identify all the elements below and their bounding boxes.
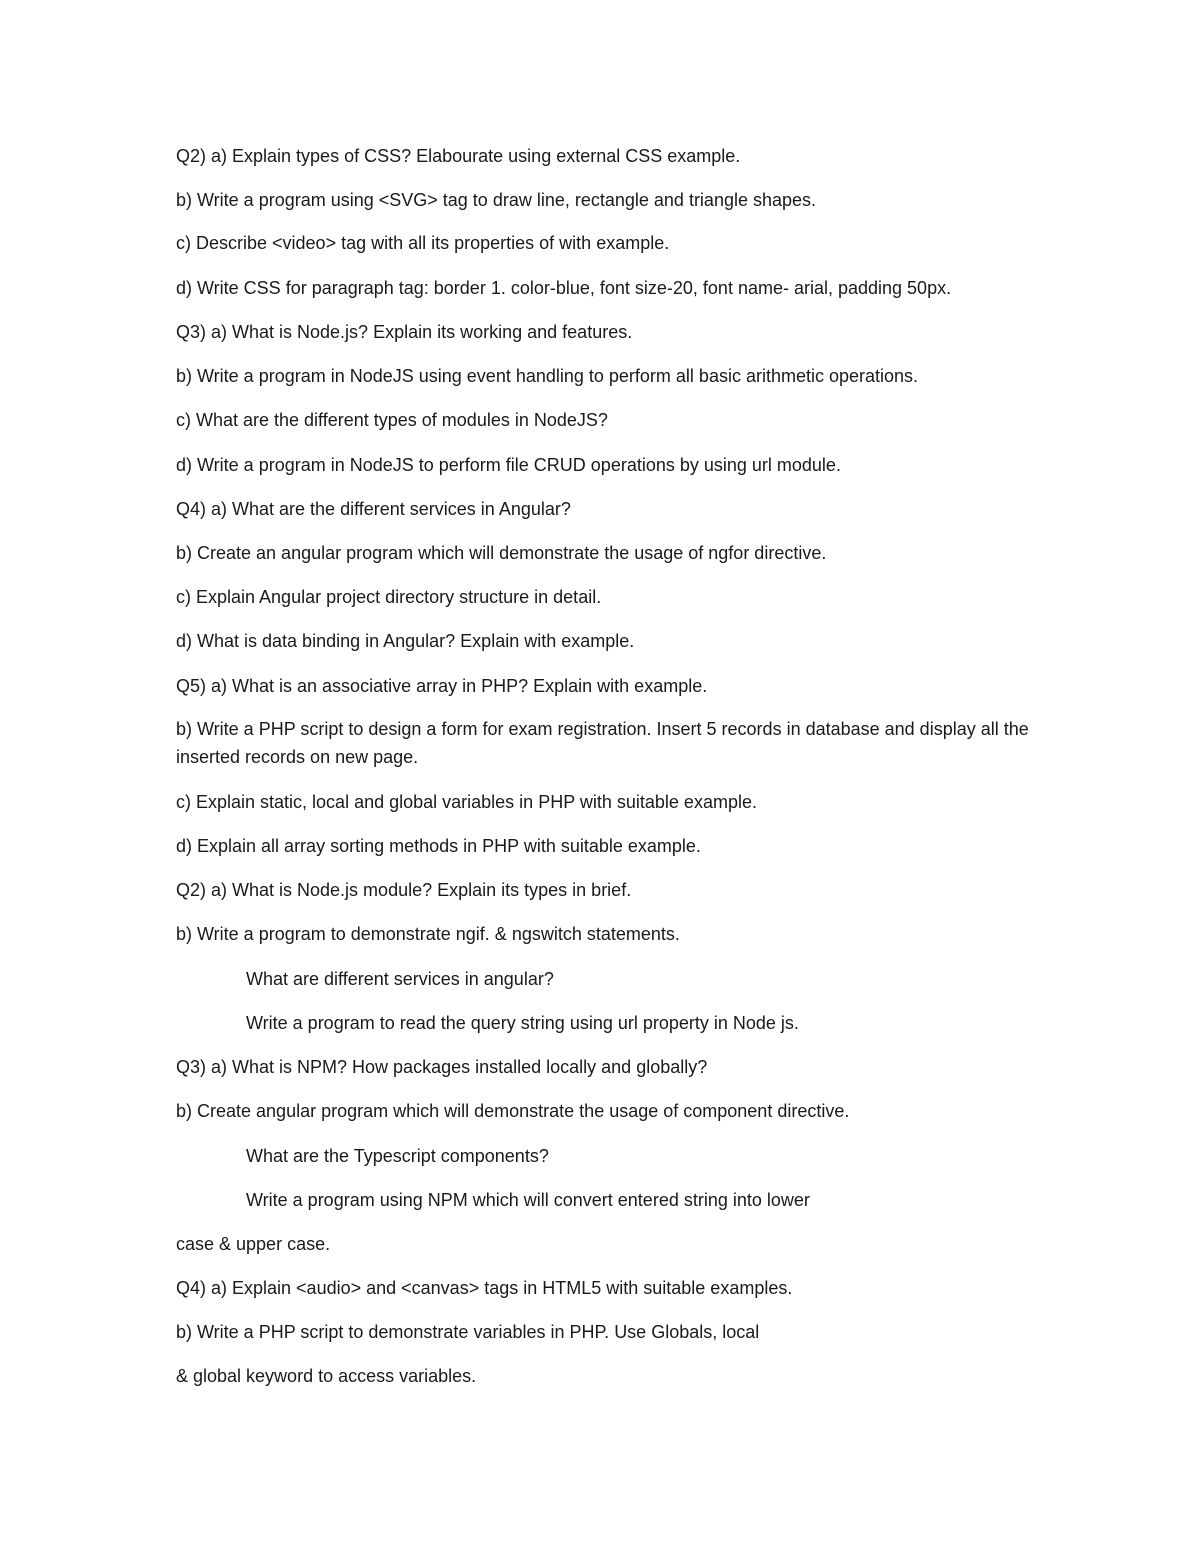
question-line: Q3) a) What is NPM? How packages installed locally and globally?: [176, 1057, 708, 1077]
question-line: d) Explain all array sorting methods in PHP with suitable example.: [176, 836, 701, 856]
question-line: Write a program using NPM which will convert entered string into lower: [246, 1190, 810, 1210]
question-line: Q3) a) What is Node.js? Explain its working and features.: [176, 322, 633, 342]
question-line: b) Write a program in NodeJS using event handling to perform all basic arithmetic operations.: [176, 366, 919, 386]
question-line: b) Write a PHP script to design a form for exam registration. Insert 5 records in database and display all the inserted records on new page.: [176, 719, 1029, 767]
question-line: What are the Typescript components?: [246, 1146, 549, 1166]
question-line: d) Write CSS for paragraph tag: border 1. color-blue, font size-20, font name- arial, padding 50px.: [176, 278, 952, 298]
question-line: case & upper case.: [176, 1234, 331, 1254]
question-line: d) What is data binding in Angular? Explain with example.: [176, 631, 635, 651]
question-line: c) Describe <video> tag with all its properties of with example.: [176, 233, 670, 253]
question-line: Q2) a) Explain types of CSS? Elabourate using external CSS example.: [176, 146, 741, 166]
question-line: b) Write a program to demonstrate ngif. & ngswitch statements.: [176, 924, 680, 944]
question-line: Q2) a) What is Node.js module? Explain its types in brief.: [176, 880, 632, 900]
question-line: c) Explain Angular project directory structure in detail.: [176, 587, 602, 607]
question-line: b) Create an angular program which will demonstrate the usage of ngfor directive.: [176, 543, 827, 563]
question-line: d) Write a program in NodeJS to perform file CRUD operations by using url module.: [176, 455, 841, 475]
question-line: b) Write a program using <SVG> tag to draw line, rectangle and triangle shapes.: [176, 190, 817, 210]
question-line: What are different services in angular?: [246, 969, 554, 989]
question-line: & global keyword to access variables.: [176, 1366, 477, 1386]
question-line: c) What are the different types of modules in NodeJS?: [176, 410, 608, 430]
question-line: Write a program to read the query string using url property in Node js.: [246, 1013, 799, 1033]
question-line: b) Create angular program which will demonstrate the usage of component directive.: [176, 1101, 850, 1121]
question-line: Q5) a) What is an associative array in PHP? Explain with example.: [176, 676, 708, 696]
question-line: Q4) a) Explain <audio> and <canvas> tags in HTML5 with suitable examples.: [176, 1278, 793, 1298]
question-line: Q4) a) What are the different services in Angular?: [176, 499, 571, 519]
question-line: b) Write a PHP script to demonstrate variables in PHP. Use Globals, local: [176, 1322, 760, 1342]
question-line: c) Explain static, local and global variables in PHP with suitable example.: [176, 792, 757, 812]
